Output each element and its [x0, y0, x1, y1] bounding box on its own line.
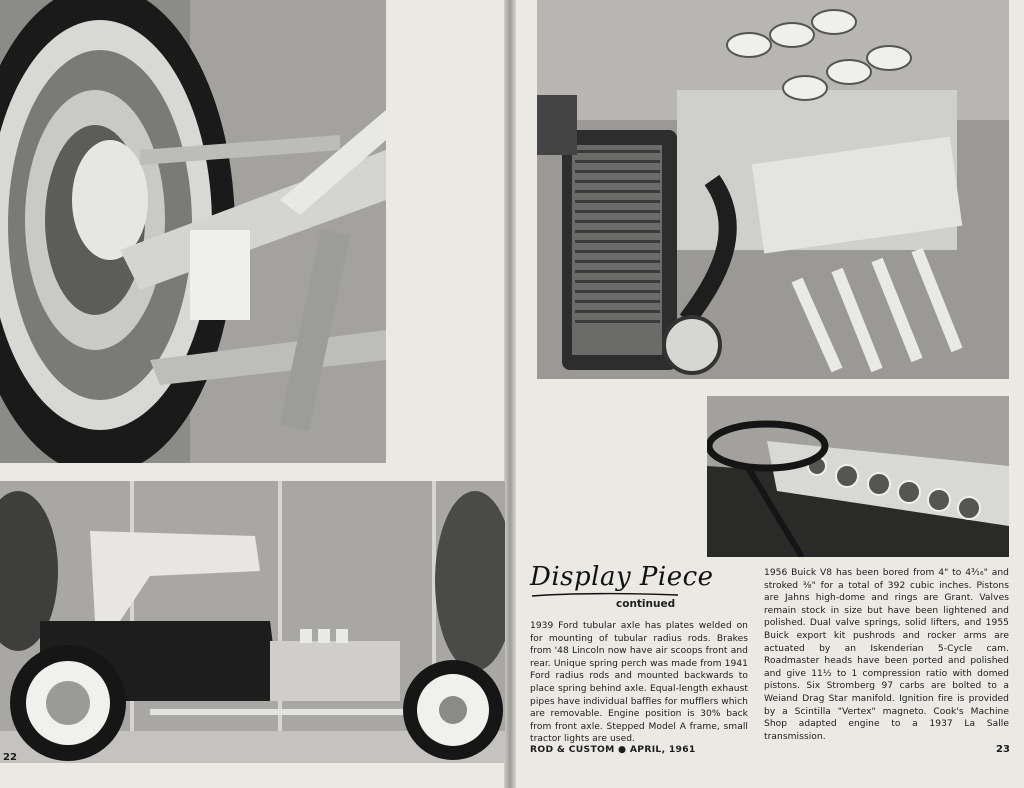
article-title: Display Piece [530, 562, 714, 592]
continued-label: continued [616, 598, 676, 610]
photo-engine [537, 0, 1009, 379]
binding-gutter [504, 0, 516, 788]
page-number-right: 23 [996, 744, 1010, 755]
caption-column-right: 1956 Buick V8 has been bored from 4" to 4³⁄₁₆" and stroked ⅜" for a total of 392 cubic inches. Pistons are Jahns high-dome and rings are Grant. Valves remain stock in size but have been lightened and polished. Dual valve springs, solid lifters, and 1955 Buick export kit pushrods and rocker arms are actuated by an Iskenderian 5-Cycle cam. Roadmaster heads have been ported and polished and give 11½ to 1 compression ratio with domed pistons. Six Stromberg 97 carbs are bolted to a Weiand Drag Star manifold. Ignition fire is provided by a Scintilla "Vertex" magneto. Cook's Machine Shop adapted engine to a 1937 La Salle transmission. [764, 568, 1009, 742]
photo-front-axle [0, 0, 386, 463]
photo-dashboard [707, 396, 1009, 557]
caption-column-left: 1939 Ford tubular axle has plates welded on for mounting of tubular radius rods. Brakes from '48 Lincoln now have air scoops front and rear. Unique spring perch was made from 1941 Ford radius rods and mounted backwards to place spring behind axle. Equal-length exhaust pipes have individual baffles for mufflers which are removable. Engine position is 30% back from front axle. Stepped Model A frame, small tractor lights are used. [530, 621, 748, 745]
page-number-left: 22 [3, 752, 17, 763]
magazine-folio: ROD & CUSTOM ● APRIL, 1961 [530, 744, 696, 755]
photo-roadster [0, 481, 505, 763]
